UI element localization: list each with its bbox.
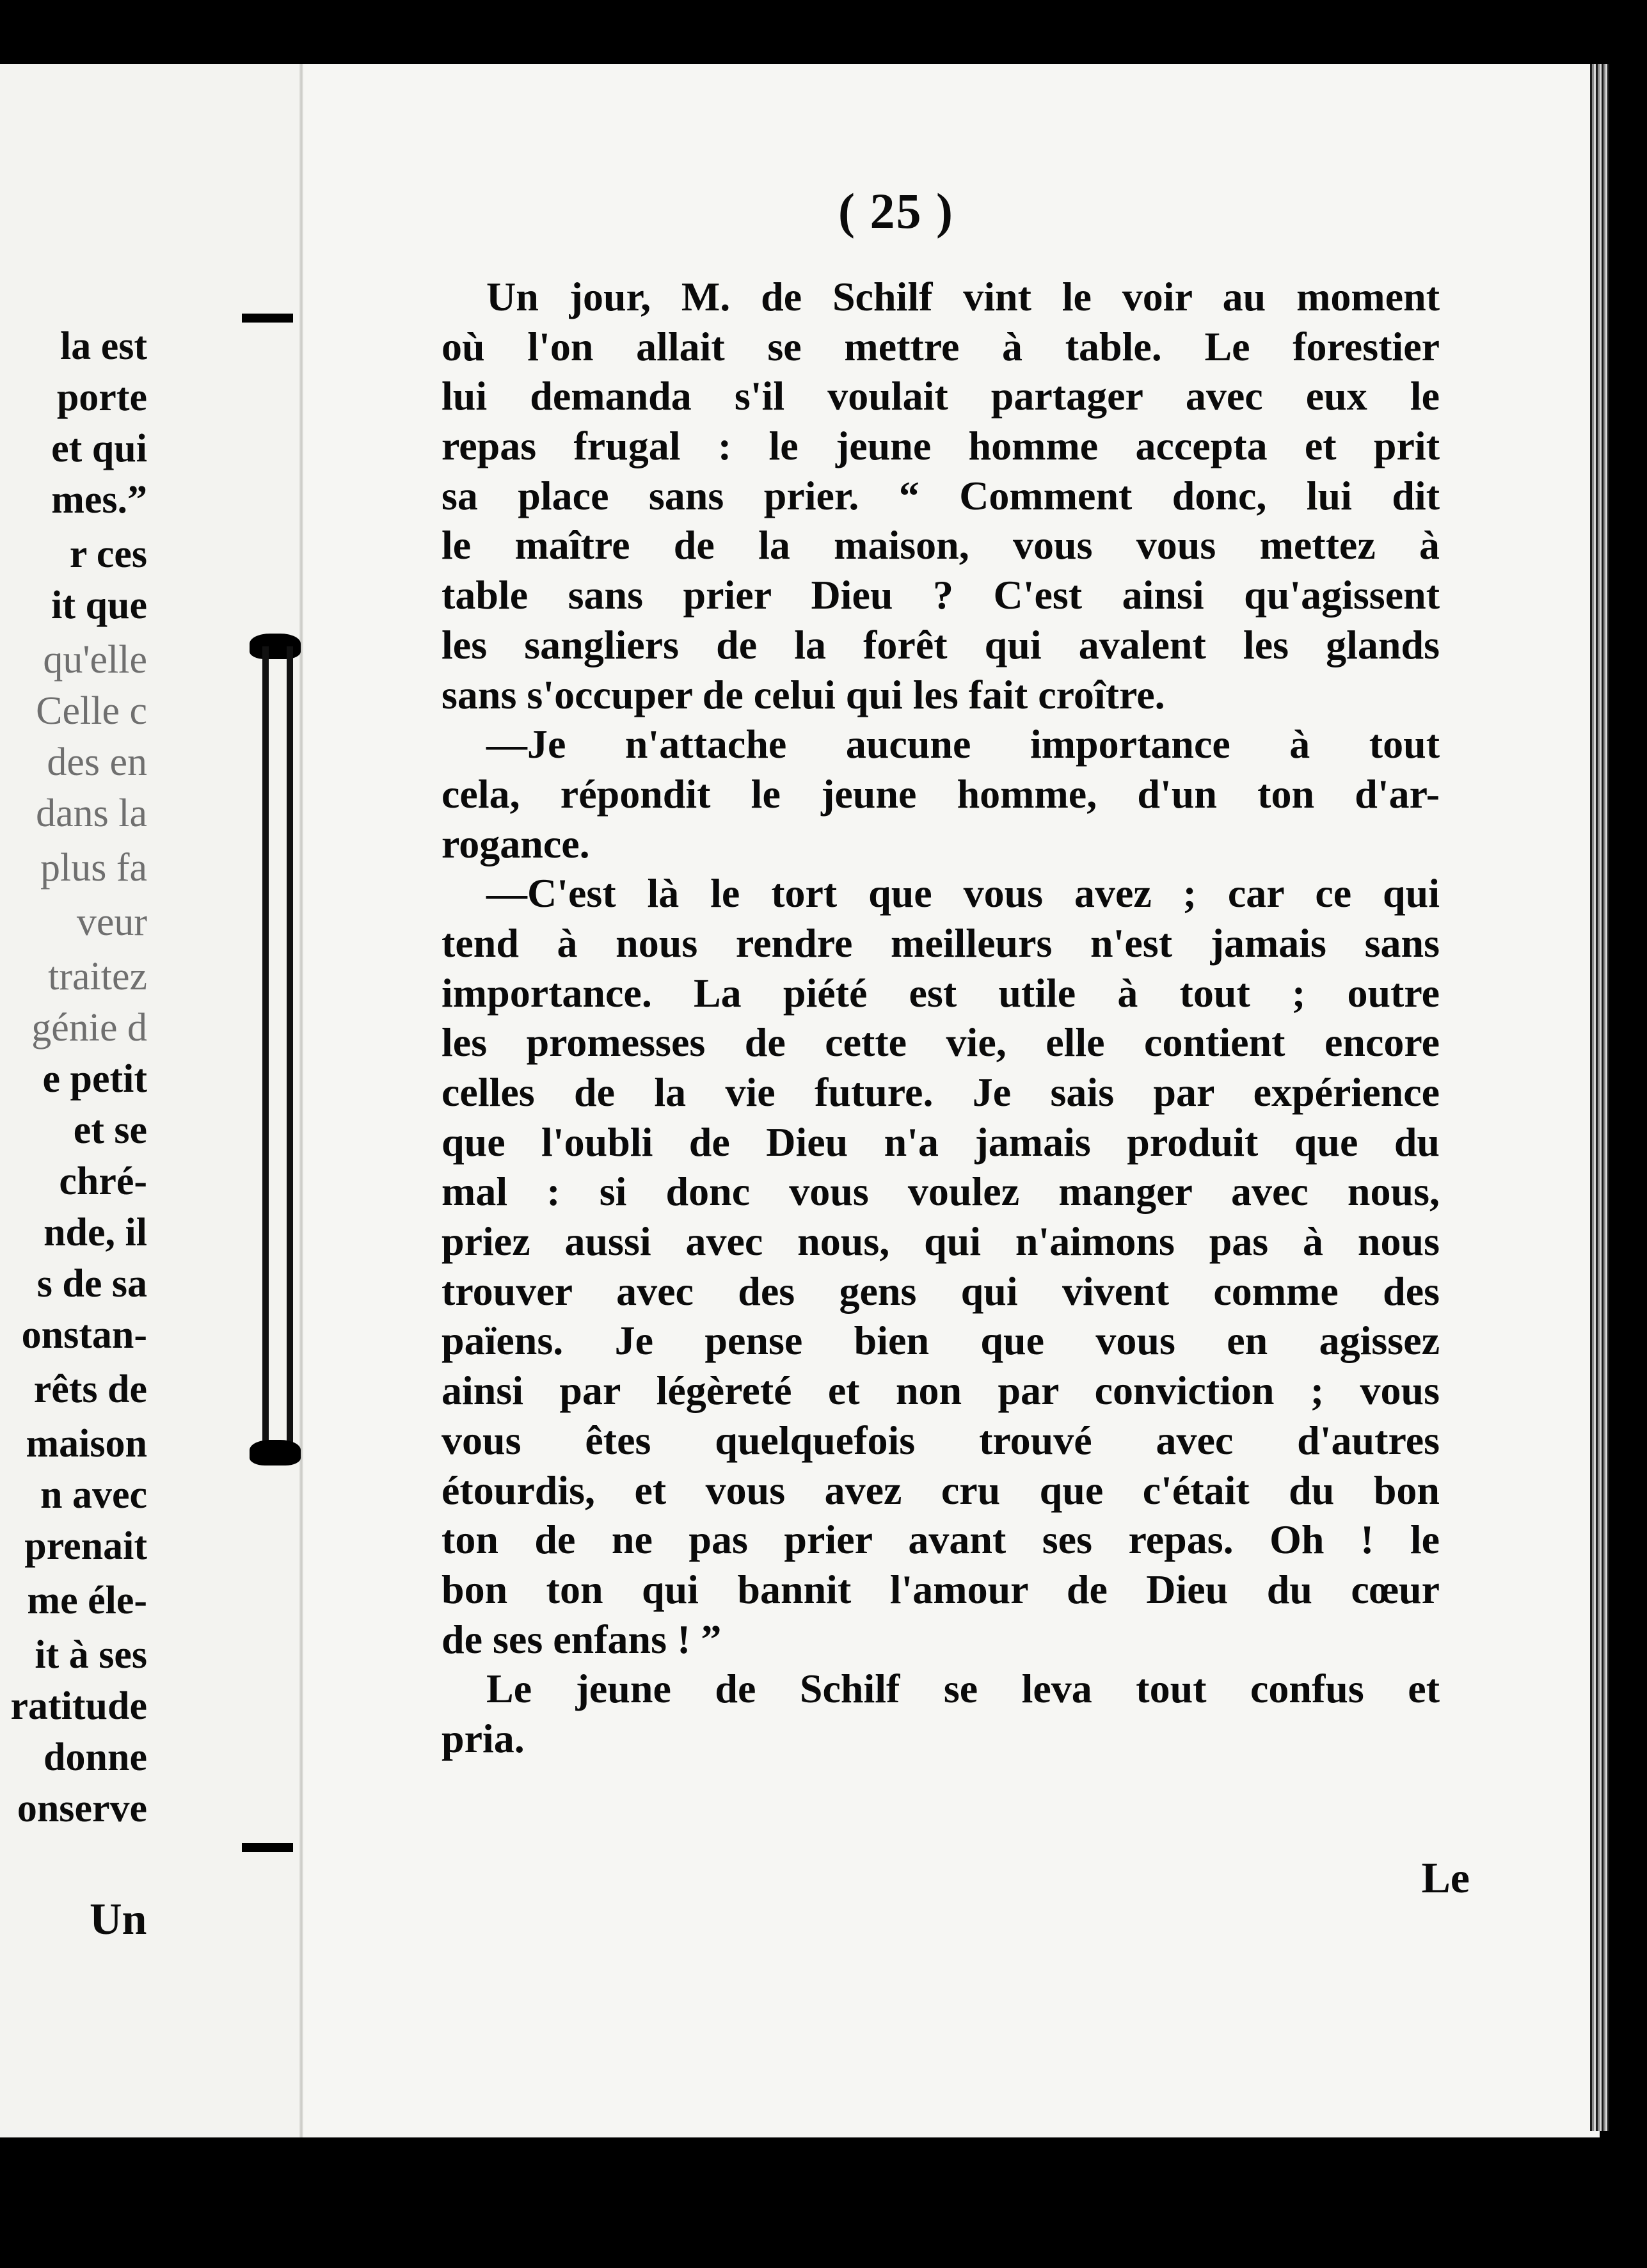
text-line: celles de la vie future. Je sais par expérience xyxy=(442,1069,1440,1115)
text-line: mal : si donc vous voulez manger avec nous, xyxy=(442,1169,1440,1215)
left-line: la est xyxy=(60,324,147,368)
text-line: où l'on allait se mettre à table. Le forestier xyxy=(442,323,1440,369)
left-line: et se xyxy=(73,1108,147,1152)
left-line: r ces xyxy=(69,532,147,576)
text-line: Le jeune de Schilf se leva tout confus et xyxy=(486,1666,1440,1712)
text-line: cela, répondit le jeune homme, d'un ton d'ar- xyxy=(442,771,1440,817)
text-line: importance. La piété est utile à tout ; outre xyxy=(442,970,1440,1016)
text-line: tend à nous rendre meilleurs n'est jamais sans xyxy=(442,920,1440,966)
body-text xyxy=(442,272,1440,1764)
page-edge xyxy=(1590,64,1609,2131)
left-line: porte xyxy=(56,376,147,419)
text-line: le maître de la maison, vous vous mettez à xyxy=(442,522,1440,568)
text-line: —C'est là le tort que vous avez ; car ce qui xyxy=(486,870,1440,916)
text-line: lui demanda s'il voulait partager avec eux le xyxy=(442,373,1440,419)
text-line: —Je n'attache aucune importance à tout xyxy=(486,721,1440,767)
left-line: onserve xyxy=(17,1787,147,1830)
left-line: it que xyxy=(51,584,147,627)
catchword: Le xyxy=(1421,1853,1470,1902)
left-line: me éle- xyxy=(27,1579,147,1622)
stitch-mark-bottom xyxy=(242,1843,293,1852)
left-page-text xyxy=(0,0,154,2112)
text-line: ton de ne pas prier avant ses repas. Oh ! le xyxy=(442,1517,1440,1563)
left-line: qu'elle xyxy=(43,638,147,682)
left-line: e petit xyxy=(42,1057,147,1101)
left-line: prenait xyxy=(24,1524,147,1568)
text-line: Un jour, M. de Schilf vint le voir au moment xyxy=(486,274,1440,319)
text-line: trouver avec des gens qui vivent comme des xyxy=(442,1268,1440,1314)
text-line: rogance. xyxy=(442,820,590,866)
text-line: païens. Je pense bien que vous en agissez xyxy=(442,1318,1440,1364)
left-line: n avec xyxy=(40,1473,147,1517)
left-line: traitez xyxy=(48,955,147,998)
text-line: bon ton qui bannit l'amour de Dieu du cœur xyxy=(442,1566,1440,1612)
left-line: chré- xyxy=(59,1160,147,1203)
text-line: étourdis, et vous avez cru que c'était du bon xyxy=(442,1467,1440,1513)
text-line: vous êtes quelquefois trouvé avec d'autres xyxy=(442,1417,1440,1463)
left-line: et qui xyxy=(51,427,147,470)
left-line: plus fa xyxy=(40,846,147,890)
left-line: rêts de xyxy=(33,1368,147,1411)
page-number: ( 25 ) xyxy=(838,183,954,239)
left-line: dans la xyxy=(36,792,147,835)
left-line: onstan- xyxy=(21,1313,147,1357)
text-line: les sangliers de la forêt qui avalent les glands xyxy=(442,621,1440,667)
left-page-catchword: Un xyxy=(90,1895,147,1944)
text-line: ainsi par légèreté et non par conviction ; vous xyxy=(442,1368,1440,1414)
left-line: maison xyxy=(26,1422,147,1465)
text-line: priez aussi avec nous, qui n'aimons pas à nous xyxy=(442,1218,1440,1265)
text-line: que l'oubli de Dieu n'a jamais produit que du xyxy=(442,1119,1440,1165)
text-line: les promesses de cette vie, elle contient encore xyxy=(442,1019,1440,1066)
left-line: Celle c xyxy=(36,689,147,733)
left-line: génie d xyxy=(31,1006,147,1050)
text-line: repas frugal : le jeune homme accepta et prit xyxy=(442,423,1440,469)
left-line: donne xyxy=(44,1736,147,1779)
left-line: it à ses xyxy=(35,1633,147,1677)
left-line: mes.” xyxy=(51,478,147,522)
stitch-mark-top xyxy=(242,314,293,323)
text-line: table sans prier Dieu ? C'est ainsi qu'agissent xyxy=(442,572,1440,618)
left-line: des en xyxy=(47,740,147,784)
text-line: sans s'occuper de celui qui les fait croître. xyxy=(442,671,1165,717)
left-line: veur xyxy=(76,900,147,944)
text-line: de ses enfans ! ” xyxy=(442,1616,722,1662)
thread-strand-right xyxy=(287,646,293,1453)
left-line: ratitude xyxy=(10,1684,147,1728)
text-line: sa place sans prier. “ Comment donc, lui dit xyxy=(442,472,1440,518)
thread-knot-top xyxy=(250,634,301,659)
left-line: s de sa xyxy=(36,1262,147,1306)
left-line: nde, il xyxy=(44,1211,147,1254)
thread-strand-left xyxy=(262,646,269,1453)
thread-knot-bottom xyxy=(250,1440,301,1465)
text-line: pria. xyxy=(442,1715,525,1761)
binding-thread xyxy=(256,646,301,1453)
